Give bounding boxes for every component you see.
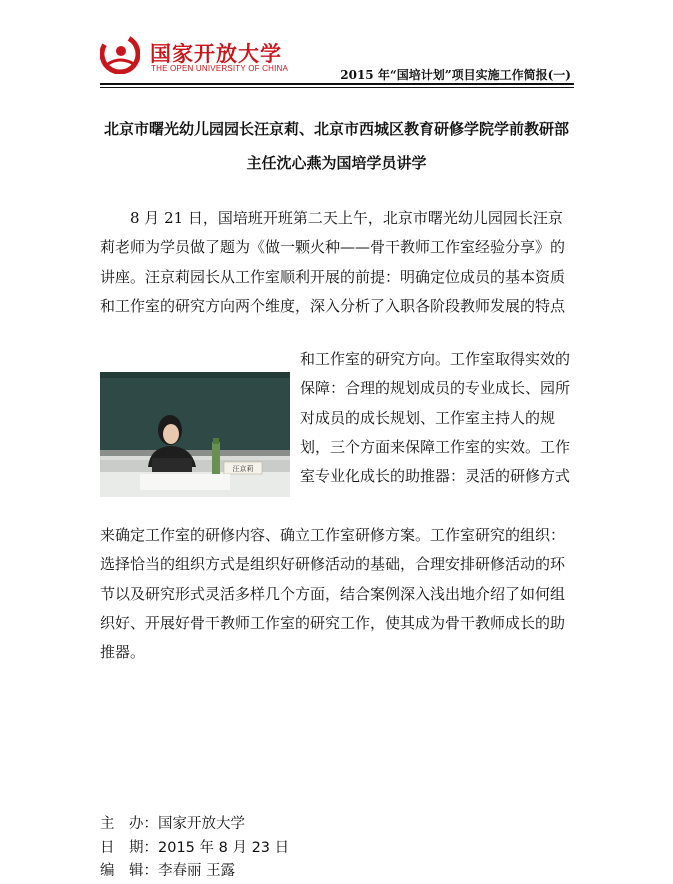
body-line: 讲座。汪京莉园长从工作室顺利开展的前提：明确定位成员的基本资质 [100, 267, 566, 286]
body-line: 室专业化成长的助推器：灵活的研修方式 [300, 467, 571, 486]
footer-editor-row [100, 860, 289, 884]
logo-english-name: THE OPEN UNIVERSITY OF CHINA [151, 64, 289, 73]
body-line: 和工作室的研究方向两个维度，深入分析了入职各阶段教师发展的特点 [100, 296, 566, 315]
headline-line-1: 北京市曙光幼儿园园长汪京莉、北京市西城区教育研修学院学前教研部 [103, 120, 569, 138]
headline-line-2: 主任沈心燕为国培学员讲学 [246, 154, 427, 172]
footer-sponsor-row [100, 813, 289, 837]
speaker-nameplate: 汪京莉 [232, 465, 254, 473]
body-line: 保障：合理的规划成员的专业成长、园所 [300, 379, 571, 398]
footer-date-label: 日 期： [100, 839, 158, 856]
body-wrap-paragraph [300, 345, 576, 491]
header-rule-thick [100, 83, 574, 85]
document-footer [100, 813, 289, 884]
body-line: 来确定工作室的研修内容、确立工作室研修方案。工作室研究的组织： [100, 526, 566, 544]
lecture-photo [100, 372, 290, 497]
body-line: 8 月 21 日，国培班开班第二天上午，北京市曙光幼儿园园长汪京 [130, 209, 563, 227]
footer-editor-label: 编 辑： [100, 863, 158, 879]
lecture-photo-illustration [100, 372, 290, 497]
body-line: 织好、开展好骨干教师工作室的研究工作，使其成为骨干教师成长的助 [100, 613, 566, 632]
body-line: 莉老师为学员做了题为《做一颗火种——骨干教师工作室经验分享》的 [100, 238, 566, 257]
logo-chinese-name: 国家开放大学 [150, 42, 282, 66]
footer-date-row [100, 837, 289, 861]
body-line: 对成员的成长规划、工作室主持人的规 [300, 408, 556, 427]
footer-sponsor-value: 国家开放大学 [158, 816, 245, 832]
body-line: 推器。 [100, 643, 146, 662]
body-bottom-paragraph [100, 521, 576, 667]
footer-sponsor-label: 主 办： [100, 816, 158, 832]
footer-editor-value: 李春丽 王露 [158, 863, 236, 879]
body-line: 划，三个方面来保障工作室的实效。工作 [300, 437, 571, 456]
body-line: 选择恰当的组织方式是组织好研修活动的基础，合理安排研修活动的环 [100, 555, 566, 574]
body-line: 和工作室的研究方向。工作室取得实效的 [300, 350, 571, 368]
footer-date-value: 2015 年 8 月 23 日 [158, 839, 290, 856]
body-line: 节以及研究形式灵活多样几个方面，结合案例深入浅出地介绍了如何组 [100, 584, 566, 603]
university-logo-icon [100, 34, 140, 74]
page-header [0, 0, 673, 90]
header-rule-thin [100, 87, 574, 88]
body-top-paragraph [100, 204, 576, 321]
report-title: 2015 年“国培计划”项目实施工作简报(一) [340, 68, 571, 82]
